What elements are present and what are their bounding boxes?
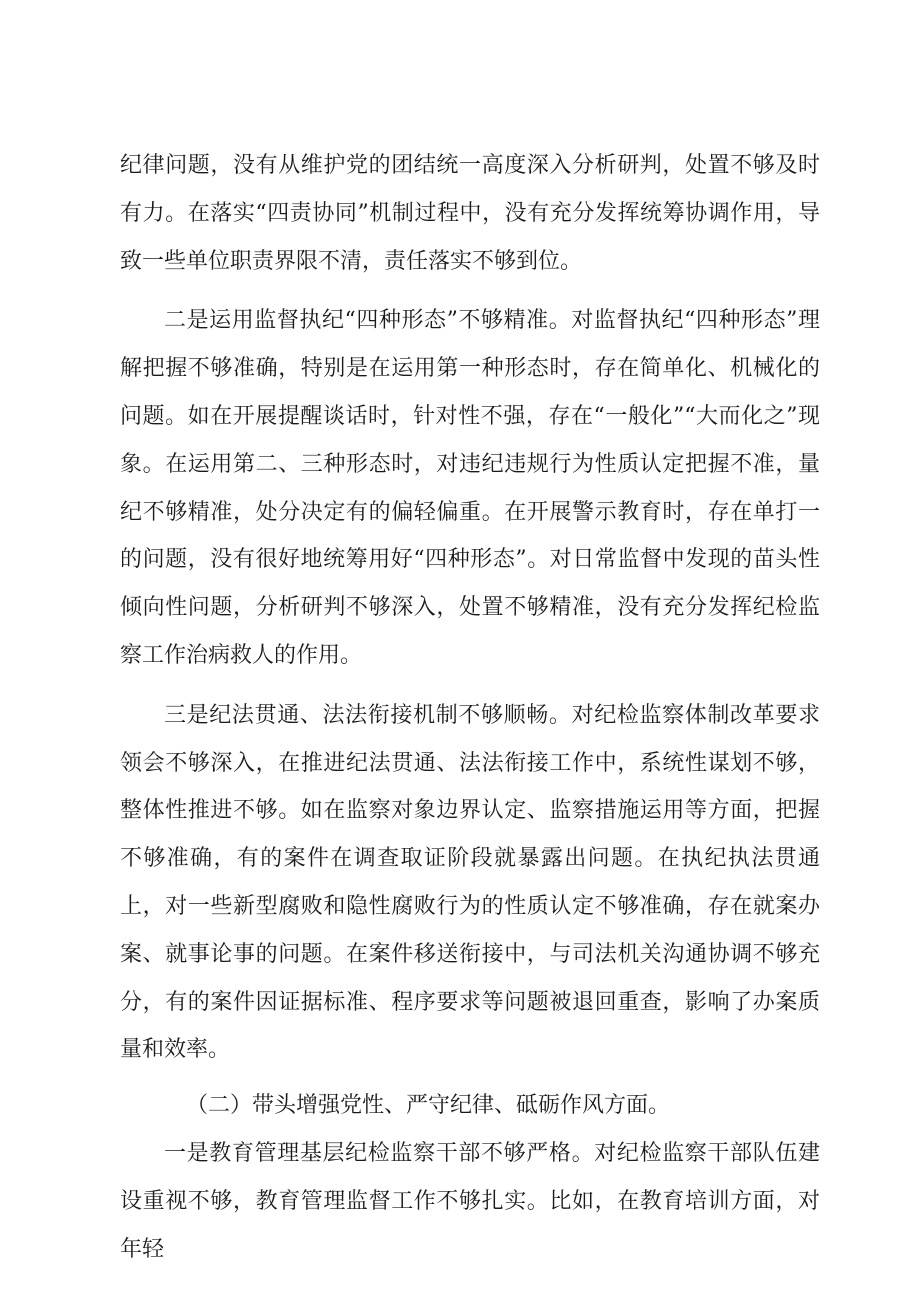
paragraph-continuation: 纪律问题，没有从维护党的团结统一高度深入分析研判，处置不够及时有力。在落实“四责协同”机制过程中，没有充分发挥统筹协调作用，导致一些单位职责界限不清，责任落实不够到位。	[120, 153, 820, 274]
paragraph-education-management: 一是教育管理基层纪检监察干部不够严格。对纪检监察干部队伍建设重视不够，教育管理监督工作不够扎实。比如，在教育培训方面，对年轻	[120, 1140, 820, 1262]
paragraph-four-forms: 二是运用监督执纪“四种形态”不够精准。对监督执纪“四种形态”理解把握不够准确，特别是在运用第一种形态时，存在简单化、机械化的问题。如在开展提醒谈话时，针对性不强，存在“一般化”“大而化之”现象。在运用第二、三种形态时，对违纪违规行为性质认定把握不准，量纪不够精准，处分决定有的偏轻偏重。在开展警示教育时，存在单打一的问题，没有很好地统筹用好“四种形态”。对日常监督中发现的苗头性倾向性问题，分析研判不够深入，处置不够精准，没有充分发挥纪检监察工作治病救人的作用。	[120, 308, 820, 668]
paragraph-discipline-law: 三是纪法贯通、法法衔接机制不够顺畅。对纪检监察体制改革要求领会不够深入，在推进纪法贯通、法法衔接工作中，系统性谋划不够，整体性推进不够。如在监察对象边界认定、监察措施运用等方面，把握不够准确，有的案件在调查取证阶段就暴露出问题。在执纪执法贯通上，对一些新型腐败和隐性腐败行为的性质认定不够准确，存在就案办案、就事论事的问题。在案件移送衔接中，与司法机关沟通协调不够充分，有的案件因证据标准、程序要求等问题被退回重查，影响了办案质量和效率。	[120, 702, 820, 1063]
document-body	[120, 142, 820, 1273]
section-heading: （二）带头增强党性、严守纪律、砥砺作风方面。	[186, 1093, 671, 1119]
